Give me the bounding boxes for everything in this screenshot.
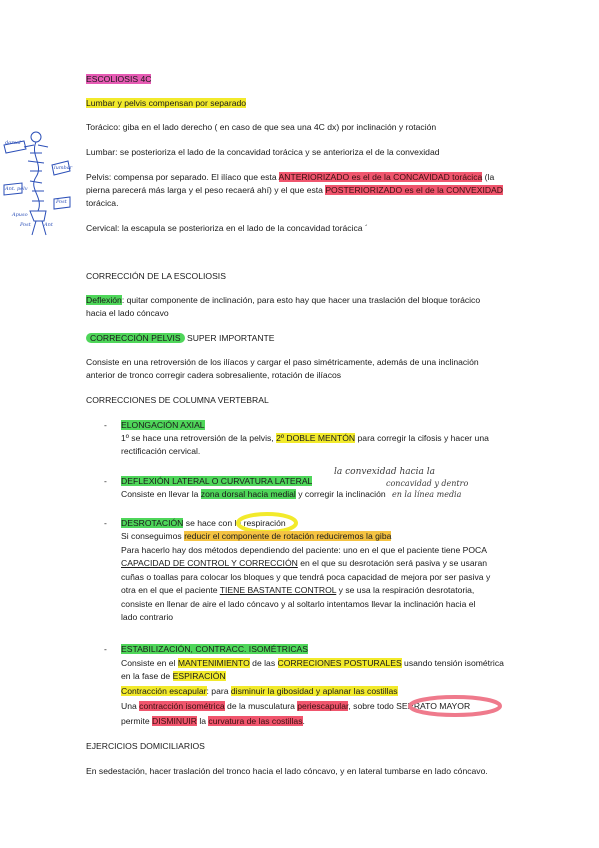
toracico-text: Torácico: giba en el lado derecho ( en caso de que sea una 4C dx) por inclinación y rotación [86,122,437,132]
corr-pelvis-text: Consiste en una retroversión de los ilíacos y cargar el paso simétricamente, además de una inclinación [86,357,479,367]
desrotacion-text4-b: en el que su desrotación será pasiva y se usaran [297,558,488,568]
desrotacion-text-3: Para hacerlo hay dos métodos dependiendo del paciente: uno en el que el paciente tiene POCA [121,545,487,555]
elongacion-line-1 [121,433,489,444]
desrotacion-text6-a: otra en el que el paciente [121,585,220,595]
desrotacion-text-b: respiración [243,518,286,528]
pelvis-line-2 [86,185,503,196]
sketch-label-2: lumbar [54,165,73,171]
estab-line-1 [121,658,504,669]
desrotacion-bullet: - [104,518,107,528]
deflexion-lat-text-a: Consiste en llevar la [121,489,201,499]
desrotacion-text4-a: CAPACIDAD DE CONTROL Y CORRECCIÓN [121,558,298,568]
estab-text4-d: periescapular [297,701,349,711]
elongacion-text-a: 1º se hace una retroversión de la pelvis, [121,433,277,443]
columna-heading: CORRECCIONES DE COLUMNA VERTEBRAL [86,395,269,405]
handwritten-note-1: la convexidad hacia la [334,467,436,477]
page-title [86,74,151,85]
title-text: ESCOLIOSIS 4C [86,74,152,84]
deflexion-text-2: hacia el lado cóncavo [86,308,169,318]
estab-line-5 [121,716,305,727]
deflexion-label: Deflexión [86,295,122,305]
deflexion-lat-text-c: y corregir la inclinación [295,489,386,499]
estab-text5-c: la [196,716,209,726]
red-circle-mark [408,694,502,718]
corr-pelvis-suffix: SUPER IMPORTANTE [184,333,275,343]
estab-text-c: de las [249,658,278,668]
desrotacion-text2-a: Si conseguimos [121,531,185,541]
pelvis-text-a: Pelvis: compensa por separado. El ilíaco que esta [86,172,279,182]
sketch-label-4: Post [56,199,67,205]
estab-text4-c: de la musculatura [224,701,298,711]
corr-pelvis-text-2: anterior de tronco corregir cadera sobresaliente, rotación de ilíacos [86,370,342,380]
estab-bullet: - [104,644,107,654]
deflexion-lat-title [121,476,312,487]
corr-pelvis-title [86,333,275,344]
estab-text5-a: permite [121,716,153,726]
page-subtitle [86,98,246,109]
handwritten-note-2: concavidad y dentro [386,479,469,488]
lumbar-text: Lumbar: se posterioriza el lado de la concavidad torácica y se anterioriza el de la convexidad [86,147,440,157]
estab-text4-b: contracción isométrica [139,701,225,711]
estab-text3-a: Contracción escapular [121,686,207,696]
estab-text5-b: DISMINUIR [152,716,197,726]
estab-text5-d: curvatura de las costillas [208,716,303,726]
pelvis-text-e: POSTERIORIZADO es el de la CONVEXIDAD [325,185,503,195]
estab-text5-e: . [302,716,305,726]
cervical-text: Cervical: la escapula se posterioriza en el lado de la concavidad torácica ´ [86,223,368,233]
desrotacion-text6-b: TIENE BASTANTE CONTROL [219,585,337,595]
estab-text2-a: en la fase de [121,671,173,681]
estab-text4-f: SERRATO MAYOR [396,701,471,711]
sketch-label-3: Ant. pelv [5,186,28,192]
estab-text3-c: disminuir la gibosidad y aplanar las costillas [230,686,398,696]
estab-text-e: usando tensión isométrica [401,658,504,668]
elongacion-text-2: rectificación cervical. [121,446,201,456]
desrotacion-text-a: se hace con la [183,518,244,528]
ejercicios-text: En sedestación, hacer traslación del tronco hacia el lado cóncavo, y en lateral tumbarse en lado cóncavo. [86,766,488,776]
desrotacion-text-7: consiste en llenar de aire el lado cóncavo y al soltarlo intentamos llevar la inclinación hacia el [121,599,476,609]
subtitle-text: Lumbar y pelvis compensan por separado [86,98,247,108]
desrotacion-label: DESROTACIÓN [121,518,184,528]
estab-text-b: MANTENIMIENTO [177,658,250,668]
estab-line-3 [121,686,398,697]
estab-title [121,644,308,655]
corr-pelvis-label: CORRECCIÓN PELVIS [86,333,185,343]
correccion-heading: CORRECCIÓN DE LA ESCOLIOSIS [86,271,226,281]
elongacion-title [121,420,205,431]
desrotacion-text-8: lado contrario [121,612,174,622]
estab-text4-e: , sobre todo [348,701,397,711]
estab-label: ESTABILIZACIÓN, CONTRACC. ISOMÉTRICAS [121,644,309,654]
elongacion-label: ELONGACIÓN AXIAL [121,420,205,430]
estab-line-2 [121,671,226,682]
pelvis-line-1 [86,172,494,183]
sketch-label-5: Apuso [12,212,28,218]
elongacion-text-c: para corregir la cifosis y hacer una [355,433,489,443]
deflexion-lat-line [121,489,386,500]
pelvis-text-b: ANTERIORIZADO es el de la CONCAVIDAD torácica [278,172,483,182]
deflexion-lat-bullet: - [104,476,107,486]
sketch-label-1: dorsal [5,140,21,146]
estab-text-d: CORRECIONES POSTURALES [277,658,402,668]
estab-text2-b: ESPIRACIÓN [172,671,226,681]
pelvis-text-c: (la [482,172,495,182]
deflexion-line-1 [86,295,480,306]
desrotacion-line-2 [121,531,391,542]
desrotacion-text2-b: reducir el componente de rotación reduciremos la giba [184,531,392,541]
desrotacion-text6-c: y se usa la respiración desrotatoria, [336,585,475,595]
ejercicios-heading: EJERCICIOS DOMICILIARIOS [86,741,205,751]
pelvis-text-d: pierna parecerá más larga y el peso recaerá ahí) y el que esta [86,185,326,195]
estab-text4-a: Una [121,701,140,711]
sketch-label-6: Post [20,222,31,228]
deflexion-lat-label: DEFLEXIÓN LATERAL O CURVATURA LATERAL [121,476,313,486]
handwritten-note-3: en la línea media [392,490,462,499]
desrotacion-line-4 [121,558,487,569]
desrotacion-text-5: cuñas o toallas para colocar los bloques y que tendrá poca capacidad de mejora por ser pasiva y [121,572,491,582]
estab-text-a: Consiste en el [121,658,178,668]
elongacion-text-b: 2º DOBLE MENTÓN [276,433,356,443]
estab-text3-b: : para [206,686,231,696]
pelvis-text-f: torácica. [86,198,119,208]
sketch-label-7: Ant [44,222,53,228]
desrotacion-line-6 [121,585,474,596]
elongacion-bullet: - [104,420,107,430]
deflexion-lat-text-b: zona dorsal hacia medial [200,489,296,499]
deflexion-text: : quitar componente de inclinación, para esto hay que hacer una traslación del bloque torácico [121,295,481,305]
